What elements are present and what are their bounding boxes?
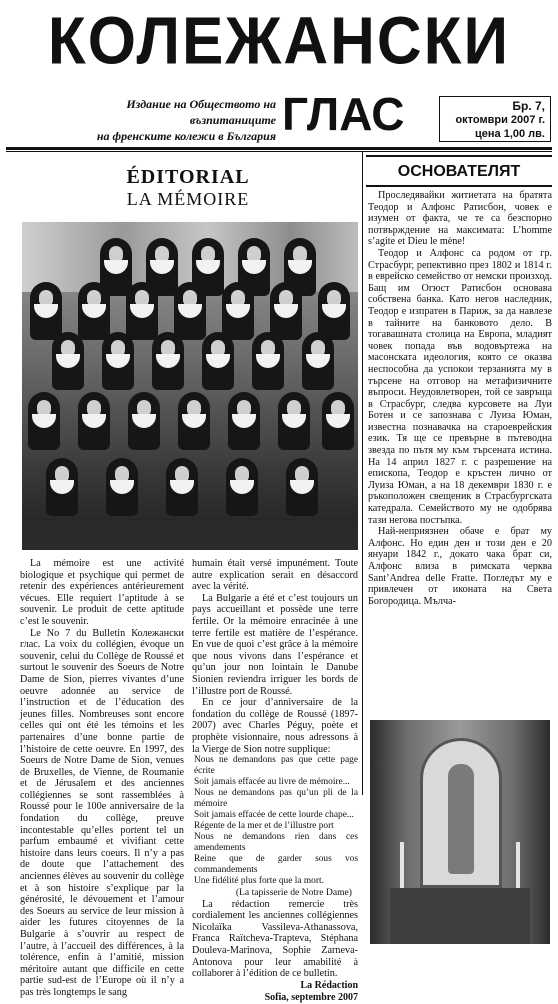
nun-figure <box>52 332 84 390</box>
nun-coif <box>82 304 106 318</box>
nun-coif <box>322 304 346 318</box>
signature-place-date: Sofia, septembre 2007 <box>264 991 358 1003</box>
poem-line: Nous ne demandons pas qu’un pli de la mémoire <box>194 788 358 810</box>
nun-coif <box>130 304 154 318</box>
editorial-paragraph: En ce jour d’anniversaire de la fondation du collège de Roussé (1897-2007) avec Charles Péguy, poète et prophète visionnaire, nous adressons à la Vierge de Sion notre supplique: <box>192 697 358 755</box>
signature-name: La Rédaction <box>300 979 358 991</box>
madonna-statue <box>448 764 474 874</box>
nun-figure <box>128 392 160 450</box>
editorial-paragraph: La rédaction remercie très cordialement les anciennes collégiennes Nicolaïka Vassileva-Athanassova, Franca Raïtcheva-Trapteva, Stéphana Douleva-Marinova, Sophie Zarneva-Antonova pour leur amabilité à collaborer à l’édition de ce bulletin. <box>192 898 358 980</box>
section-rule-top <box>366 155 552 157</box>
nun-figure <box>222 282 254 340</box>
nun-figure <box>30 282 62 340</box>
nun-coif <box>32 414 56 428</box>
editorial-column-2 <box>192 558 358 1003</box>
nun-figure <box>78 282 110 340</box>
masthead <box>0 0 558 150</box>
nun-coif <box>106 354 130 368</box>
poem-line: Régente de la mer et de l’illustre port <box>194 821 334 832</box>
editorial-paragraph: La mémoire est une activité biologique et psychique qui permet de retenir des expériences antérieurement vécues. Elle requiert l’aptitude à se souvenir. Le produit de cette aptitude c’est le souvenir. <box>20 558 184 627</box>
nun-figure <box>46 458 78 516</box>
nun-figure <box>78 392 110 450</box>
nun-coif <box>50 480 74 494</box>
nun-figure <box>252 332 284 390</box>
nuns-group-photo <box>22 222 358 550</box>
nun-figure <box>174 282 206 340</box>
nun-coif <box>206 354 230 368</box>
nun-coif <box>150 260 174 274</box>
subtitle-line-2: на френските колежи в България <box>96 129 276 143</box>
nun-coif <box>242 260 266 274</box>
nun-coif <box>256 354 280 368</box>
nun-coif <box>196 260 220 274</box>
nun-coif <box>282 414 306 428</box>
editorial-paragraph: Le No 7 du Bulletin Колежански глас. La voix du collégien, évoque un souvenir, celui du Collège de Roussé et surtout le souvenir des Soeurs de Notre Dame de Sion, pierres vivantes d’une oeuvre adonnée au service de l’instruction et de l’éducation des jeunes filles. Nombreuses sont encore celles qui ont été les témoins et les partenaires d’une bonne partie de l’histoire de cette oeuvre. En 1997, des Soeurs de Notre Dame de Sion, venues de Bruxelles, de Vienne, de Roumanie et de Jérusalem et des anciennes collégiennes se sont rassemblées à Roussé pour le 100e anniversaire de la fondation du collège, preuve incontestable qu’elles portent tel un parfum embaumé et vivifiant cette histoire dans leurs coeurs. Il n’y a pas de doute que l’attachement des anciennes élèves au souvenir du collège et à son histoire s’explique par la générosité, le dévouement et l’amour des Soeurs au service de leur mission à aider les futures citoyennes de la Bulgarie à s’ouvrir au respect de l’autre, à l’accueil des différences, à la tolérence, enfin à l’amitié, mission méritoire autant que difficile en cette partie sud-est de l’Europe où il n’y a pas très longtemps le sang <box>20 627 184 998</box>
founders-heading: ОСНОВАТЕЛЯТ <box>397 163 521 180</box>
nun-coif <box>178 304 202 318</box>
poem-line: Soit jamais effacée au livre de mémoire... <box>194 777 350 788</box>
nun-coif <box>226 304 250 318</box>
poem-line: Reine que de garder sous vos commandements <box>194 854 358 876</box>
nun-figure <box>166 458 198 516</box>
nun-coif <box>182 414 206 428</box>
photo-floor <box>22 522 358 550</box>
poem-line: Nous ne demandons rien dans ces amendements <box>194 832 358 854</box>
nun-coif <box>230 480 254 494</box>
nun-coif <box>56 354 80 368</box>
column-divider <box>362 152 363 795</box>
peguy-poem <box>192 755 358 887</box>
editorial-subheading: LA MÉMOIRE <box>126 189 250 209</box>
nun-figure <box>278 392 310 450</box>
subtitle-line-1: Издание на Обществото на възпитаниците <box>126 97 276 127</box>
publisher-subtitle <box>38 96 276 144</box>
nun-coif <box>232 414 256 428</box>
nun-coif <box>104 260 128 274</box>
issue-price: цена 1,00 лв. <box>475 128 545 140</box>
nun-coif <box>82 414 106 428</box>
nun-figure <box>270 282 302 340</box>
founders-paragraph: Проследявайки житиетата на братята Теодор и Алфонс Ратисбон, човек е изумен от факта, че те са безспорно потвърждение на максимата: L’homme s’agite et Dieu le mène! <box>368 190 552 248</box>
nun-coif <box>274 304 298 318</box>
editorial-heading: ÉDITORIAL <box>126 166 250 188</box>
newspaper-title: КОЛЕЖАНСКИ <box>47 4 511 79</box>
nun-coif <box>156 354 180 368</box>
nun-figure <box>178 392 210 450</box>
nun-coif <box>326 414 350 428</box>
editorial-paragraph: La Bulgarie a été et c’est toujours un pays accueillant et possède une terre fertile. Or la mémoire enracinée à une terre fertile est matière de l’espérance. En vue de quoi c’est grâce à la mémoire que nous vivons dans l’espérance et qu’un jour non lointain le Danube Sionien reviendra irriguer les bords de l’illustre port de Roussé. <box>192 592 358 697</box>
founders-section <box>366 152 552 795</box>
poem-line: Soit jamais effacée de cette lourde chape... <box>194 810 354 821</box>
issue-info-box <box>439 96 551 142</box>
nun-figure <box>318 282 350 340</box>
candle-icon <box>400 842 404 888</box>
nun-coif <box>132 414 156 428</box>
nun-figure <box>106 458 138 516</box>
nun-coif <box>34 304 58 318</box>
nun-figure <box>286 458 318 516</box>
section-rule-bottom <box>366 185 552 187</box>
nun-coif <box>170 480 194 494</box>
nun-coif <box>306 354 330 368</box>
nun-figure <box>228 392 260 450</box>
founders-paragraph: Най-неприязнен обаче е брат му Алфонс. Но един ден и този ден е 20 януари 1842 г., докато чака брат си, Алфонс влиза в римската черква Sant’Andrea delle Fratte. Погледът му е привлечен от иконата на Света Богородица. Мълча- <box>368 526 552 607</box>
nun-figure <box>28 392 60 450</box>
founders-paragraph: Теодор и Алфонс са родом от гр. Страсбург, репективно през 1802 и 1814 г. в еврейско семейство от немски произход. Бащ им Огюст Ратисбон основава собствена банка. Като негов наследник, Теодор е изпратен в Париж, за да навлезе в тайните на банковото дело. В тогавашната столица на Европа, младият човек попада във водовъртежа на масонската идеология, която се оказва неспособна да успокои терзанията му в търсене на отговор на метафизичните въпроси. Неудовлетворен, той се завръща в Страсбург, следва курсовете на Луи Ботен и се запознава с Луиза Юман, известна познавачка на староеврейския език. Тя ще се превърне в пътеводна звезда по пътя му към търсената истина. На 14 април 1827 г. с разрешение на епископа, Теодор е кръстен лично от Луиза Юман, а на 18 декември 1830 г. е ръкоположен свещеник в Страсбургската катедрала. Семейството му не одобрява тази негова постъпка. <box>368 247 552 526</box>
nun-coif <box>288 260 312 274</box>
editorial-section <box>18 152 358 1003</box>
nun-figure <box>226 458 258 516</box>
editorial-signature <box>192 980 358 1004</box>
nun-figure <box>322 392 354 450</box>
issue-number: Бр. 7, <box>512 99 545 113</box>
nun-coif <box>110 480 134 494</box>
nun-figure <box>102 332 134 390</box>
candle-icon <box>516 842 520 888</box>
newspaper-title-second-word: ГЛАС <box>282 88 405 140</box>
nun-figure <box>126 282 158 340</box>
founders-article <box>368 190 552 710</box>
poem-line: Nous ne demandons pas que cette page écrite <box>194 755 358 777</box>
nun-figure <box>202 332 234 390</box>
nun-figure <box>302 332 334 390</box>
nun-coif <box>290 480 314 494</box>
virgin-mary-altar-photo <box>370 720 550 944</box>
masthead-rule <box>6 147 552 150</box>
altar-table <box>390 888 530 944</box>
poem-line: Une fidélité plus forte que la mort. <box>194 876 324 887</box>
editorial-paragraph: humain était versé impunément. Toute autre explication serait en désaccord avec la vérité. <box>192 558 358 593</box>
nun-figure <box>152 332 184 390</box>
editorial-column-1 <box>20 558 184 998</box>
poem-source: (La tapisserie de Notre Dame) <box>235 887 352 899</box>
issue-date: октомври 2007 г. <box>455 114 545 126</box>
